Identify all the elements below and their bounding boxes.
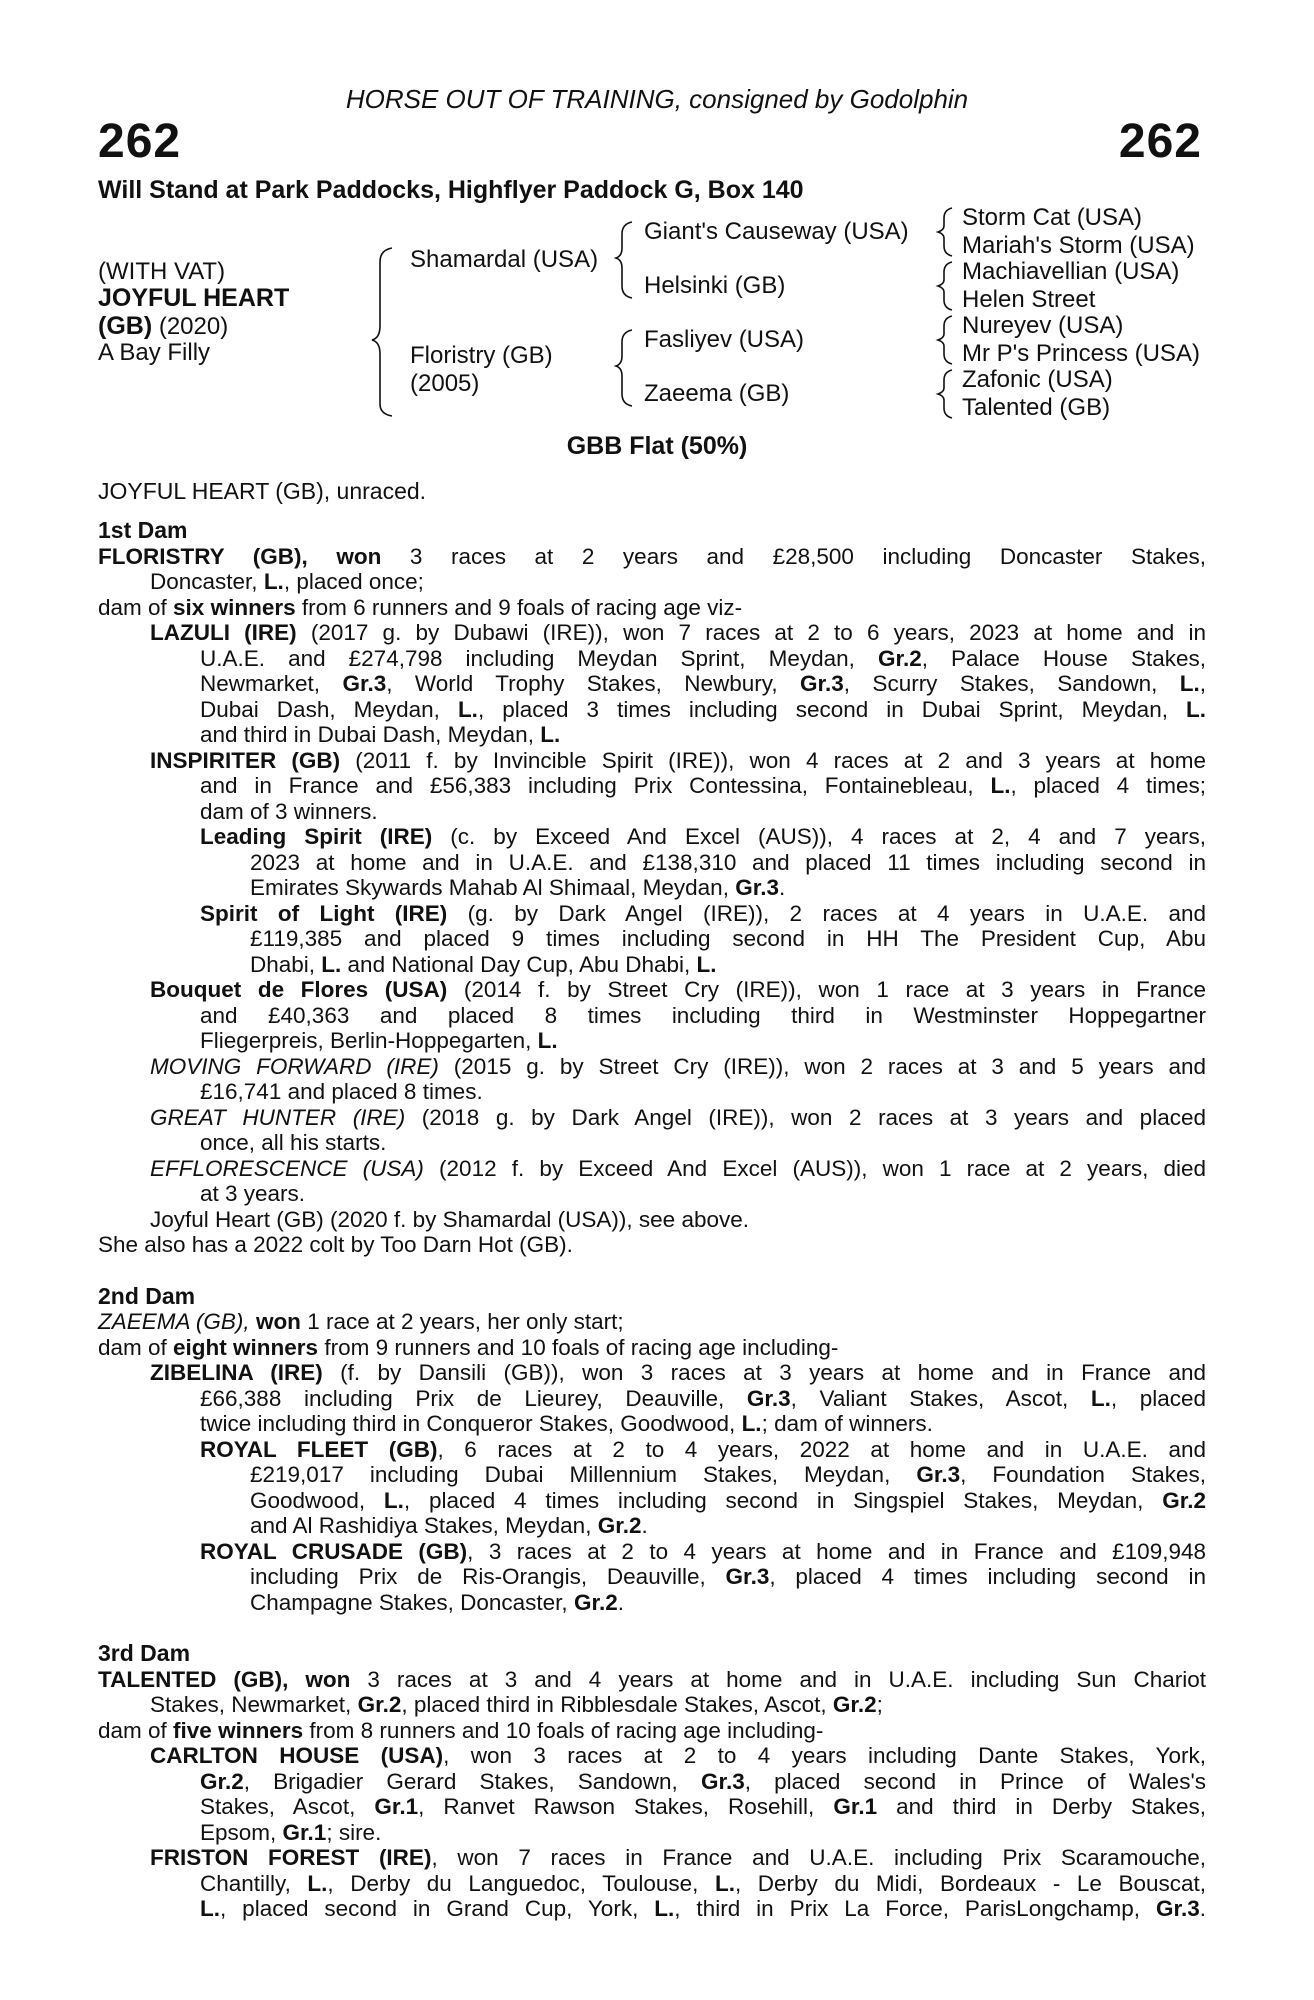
- carlton-house-line4: Epsom, Gr.1; sire.: [200, 1819, 382, 1845]
- friston-forest-line3: L., placed second in Grand Cup, York, L., third in Prix La Force, ParisLongchamp, Gr.3.: [200, 1896, 1206, 1921]
- gbb-flat-note: GBB Flat (50%): [566, 432, 748, 460]
- horse-year: (2020): [152, 313, 229, 340]
- zibelina-line2: £66,388 including Prix de Lieurey, Deauville, Gr.3, Valiant Stakes, Ascot, L., placed: [200, 1385, 1207, 1411]
- dam-sire-dam: Mr P's Princess (USA): [962, 340, 1200, 367]
- second-dam-line1: ZAEEMA (GB), won 1 race at 2 years, her only start;: [98, 1309, 624, 1334]
- vat-note: (WITH VAT): [98, 258, 226, 285]
- sire-dam: Helsinki (GB): [644, 272, 786, 299]
- colt-note: She also has a 2022 colt by Too Darn Hot (GB).: [98, 1232, 573, 1257]
- sire: Shamardal (USA): [410, 246, 599, 273]
- third-dam-line2: Stakes, Newmarket, Gr.2, placed third in Ribblesdale Stakes, Ascot, Gr.2;: [150, 1692, 883, 1717]
- inspiriter-line2: and in France and £56,383 including Prix Contessina, Fontainebleau, L., placed 4 times;: [200, 773, 1206, 798]
- dam-year: (2005): [410, 370, 480, 397]
- dam-sire: Fasliyev (USA): [644, 326, 805, 353]
- horse-name: JOYFUL HEART: [98, 284, 290, 312]
- spirit-of-light-line2: £119,385 and placed 9 times including second in HH The President Cup, Abu: [250, 926, 1206, 951]
- horse-origin: (GB): [98, 312, 153, 340]
- dam: Floristry (GB): [410, 342, 553, 369]
- leading-spirit-line2: 2023 at home and in U.A.E. and £138,310 and placed 11 times including second in: [250, 849, 1206, 875]
- royal-fleet-line2: £219,017 including Dubai Millennium Stakes, Meydan, Gr.3, Foundation Stakes,: [250, 1462, 1206, 1487]
- lazuli-line3: Newmarket, Gr.3, World Trophy Stakes, Newbury, Gr.3, Scurry Stakes, Sandown, L.,: [200, 671, 1207, 696]
- second-dam-heading: 2nd Dam: [98, 1282, 196, 1309]
- first-dam-heading: 1st Dam: [98, 517, 188, 543]
- lot-number-left: 262: [98, 115, 182, 168]
- catalogue-header: HORSE OUT OF TRAINING, consigned by Godolphin: [345, 84, 969, 114]
- bouquet-line2: and £40,363 and placed 8 times including third in Westminster Hoppegartner: [200, 1002, 1206, 1028]
- carlton-house-line3: Stakes, Ascot, Gr.1, Ranvet Rawson Stakes, Rosehill, Gr.1 and third in Derby Stakes,: [200, 1794, 1206, 1819]
- sire-sire: Giant's Causeway (USA): [644, 218, 909, 245]
- dam-dam: Zaeema (GB): [644, 380, 790, 407]
- pedigree-body: [98, 518, 1206, 1922]
- lazuli-line4: Dubai Dash, Meydan, L., placed 3 times including second in Dubai Sprint, Meydan, L.: [200, 696, 1206, 722]
- first-dam-produce-summary: dam of six winners from 6 runners and 9 foals of racing age viz-: [98, 594, 743, 620]
- friston-forest-line2: Chantilly, L., Derby du Languedoc, Toulouse, L., Derby du Midi, Bordeaux - Le Bouscat,: [200, 1870, 1207, 1896]
- lazuli-line1: LAZULI (IRE) (2017 g. by Dubawi (IRE)), won 7 races at 2 to 6 years, 2023 at home and in: [150, 620, 1206, 645]
- carlton-house-line1: CARLTON HOUSE (USA), won 3 races at 2 to 4 years including Dante Stakes, York,: [150, 1743, 1206, 1768]
- royal-crusade-line3: Champagne Stakes, Doncaster, Gr.2.: [250, 1589, 624, 1615]
- efflorescence-line1: EFFLORESCENCE (USA) (2012 f. by Exceed And Excel (AUS)), won 1 race at 2 years, died: [150, 1155, 1206, 1181]
- bouquet-line3: Fliegerpreis, Berlin-Hoppegarten, L.: [200, 1028, 558, 1053]
- carlton-house-line2: Gr.2, Brigadier Gerard Stakes, Sandown, Gr.3, placed second in Prince of Wales's: [200, 1768, 1206, 1794]
- inspiriter-line3: dam of 3 winners.: [200, 798, 378, 824]
- royal-fleet-line4: and Al Rashidiya Stakes, Meydan, Gr.2.: [250, 1513, 648, 1538]
- third-dam-produce-summary: dam of five winners from 8 runners and 10 foals of racing age including-: [98, 1717, 824, 1743]
- moving-forward-line2: £16,741 and placed 8 times.: [200, 1079, 483, 1104]
- lazuli-line5: and third in Dubai Dash, Meydan, L.: [200, 722, 561, 747]
- sire-sire-sire: Storm Cat (USA): [962, 204, 1143, 231]
- stand-location: Will Stand at Park Paddocks, Highflyer Paddock G, Box 140: [98, 176, 804, 204]
- second-dam-produce-summary: dam of eight winners from 9 runners and 10 foals of racing age including-: [98, 1334, 839, 1360]
- efflorescence-line2: at 3 years.: [200, 1181, 306, 1206]
- joyful-heart-entry: Joyful Heart (GB) (2020 f. by Shamardal (USA)), see above.: [150, 1206, 749, 1232]
- royal-crusade-line1: ROYAL CRUSADE (GB), 3 races at 2 to 4 years at home and in France and £109,948: [200, 1538, 1207, 1564]
- moving-forward-line1: MOVING FORWARD (IRE) (2015 g. by Street Cry (IRE)), won 2 races at 3 and 5 years and: [150, 1053, 1207, 1079]
- lazuli-line2: U.A.E. and £274,798 including Meydan Sprint, Meydan, Gr.2, Palace House Stakes,: [200, 645, 1206, 671]
- horse-description: A Bay Filly: [98, 339, 211, 366]
- friston-forest-line1: FRISTON FOREST (IRE), won 7 races in France and U.A.E. including Prix Scaramouche,: [150, 1845, 1206, 1870]
- inspiriter-line1: INSPIRITER (GB) (2011 f. by Invincible Spirit (IRE)), won 4 races at 2 and 3 years at home: [150, 747, 1206, 773]
- third-dam-line1: TALENTED (GB), won 3 races at 3 and 4 years at home and in U.A.E. including Sun Chariot: [98, 1666, 1206, 1692]
- royal-fleet-line3: Goodwood, L., placed 4 times including second in Singspiel Stakes, Meydan, Gr.2: [250, 1487, 1206, 1513]
- first-dam-line2: Doncaster, L., placed once;: [150, 569, 424, 594]
- great-hunter-line2: once, all his starts.: [200, 1130, 387, 1155]
- zibelina-line3: twice including third in Conqueror Stakes, Goodwood, L.; dam of winners.: [200, 1411, 933, 1436]
- dam-dam-dam: Talented (GB): [962, 394, 1111, 421]
- third-dam-heading: 3rd Dam: [98, 1640, 191, 1666]
- great-hunter-line1: GREAT HUNTER (IRE) (2018 g. by Dark Angel (IRE)), won 2 races at 3 years and placed: [150, 1104, 1206, 1130]
- sire-dam-sire: Machiavellian (USA): [962, 258, 1180, 285]
- royal-crusade-line2: including Prix de Ris-Orangis, Deauville, Gr.3, placed 4 times including second in: [250, 1564, 1206, 1589]
- pedigree-brackets: [0, 0, 1314, 430]
- sire-sire-dam: Mariah's Storm (USA): [962, 232, 1195, 259]
- spirit-of-light-line3: Dhabi, L. and National Day Cup, Abu Dhabi, L.: [250, 951, 717, 977]
- zibelina-line1: ZIBELINA (IRE) (f. by Dansili (GB)), won 3 races at 3 years at home and in France and: [150, 1360, 1207, 1385]
- royal-fleet-line1: ROYAL FLEET (GB), 6 races at 2 to 4 years, 2022 at home and in U.A.E. and: [200, 1436, 1206, 1462]
- lot-number-right: 262: [1118, 115, 1202, 168]
- dam-dam-sire: Zafonic (USA): [962, 366, 1113, 393]
- leading-spirit-line3: Emirates Skywards Mahab Al Shimaal, Meydan, Gr.3.: [250, 875, 786, 900]
- first-dam-line1: FLORISTRY (GB), won 3 races at 2 years and £28,500 including Doncaster Stakes,: [98, 543, 1206, 569]
- unraced-note: JOYFUL HEART (GB), unraced.: [98, 478, 427, 504]
- spirit-of-light-line1: Spirit of Light (IRE) (g. by Dark Angel (IRE)), 2 races at 4 years in U.A.E. and: [200, 900, 1207, 926]
- bouquet-line1: Bouquet de Flores (USA) (2014 f. by Street Cry (IRE)), won 1 race at 3 years in France: [150, 977, 1206, 1002]
- dam-sire-sire: Nureyev (USA): [962, 312, 1124, 339]
- leading-spirit-line1: Leading Spirit (IRE) (c. by Exceed And Excel (AUS)), 4 races at 2, 4 and 7 years,: [200, 824, 1206, 849]
- sire-dam-dam: Helen Street: [962, 286, 1096, 313]
